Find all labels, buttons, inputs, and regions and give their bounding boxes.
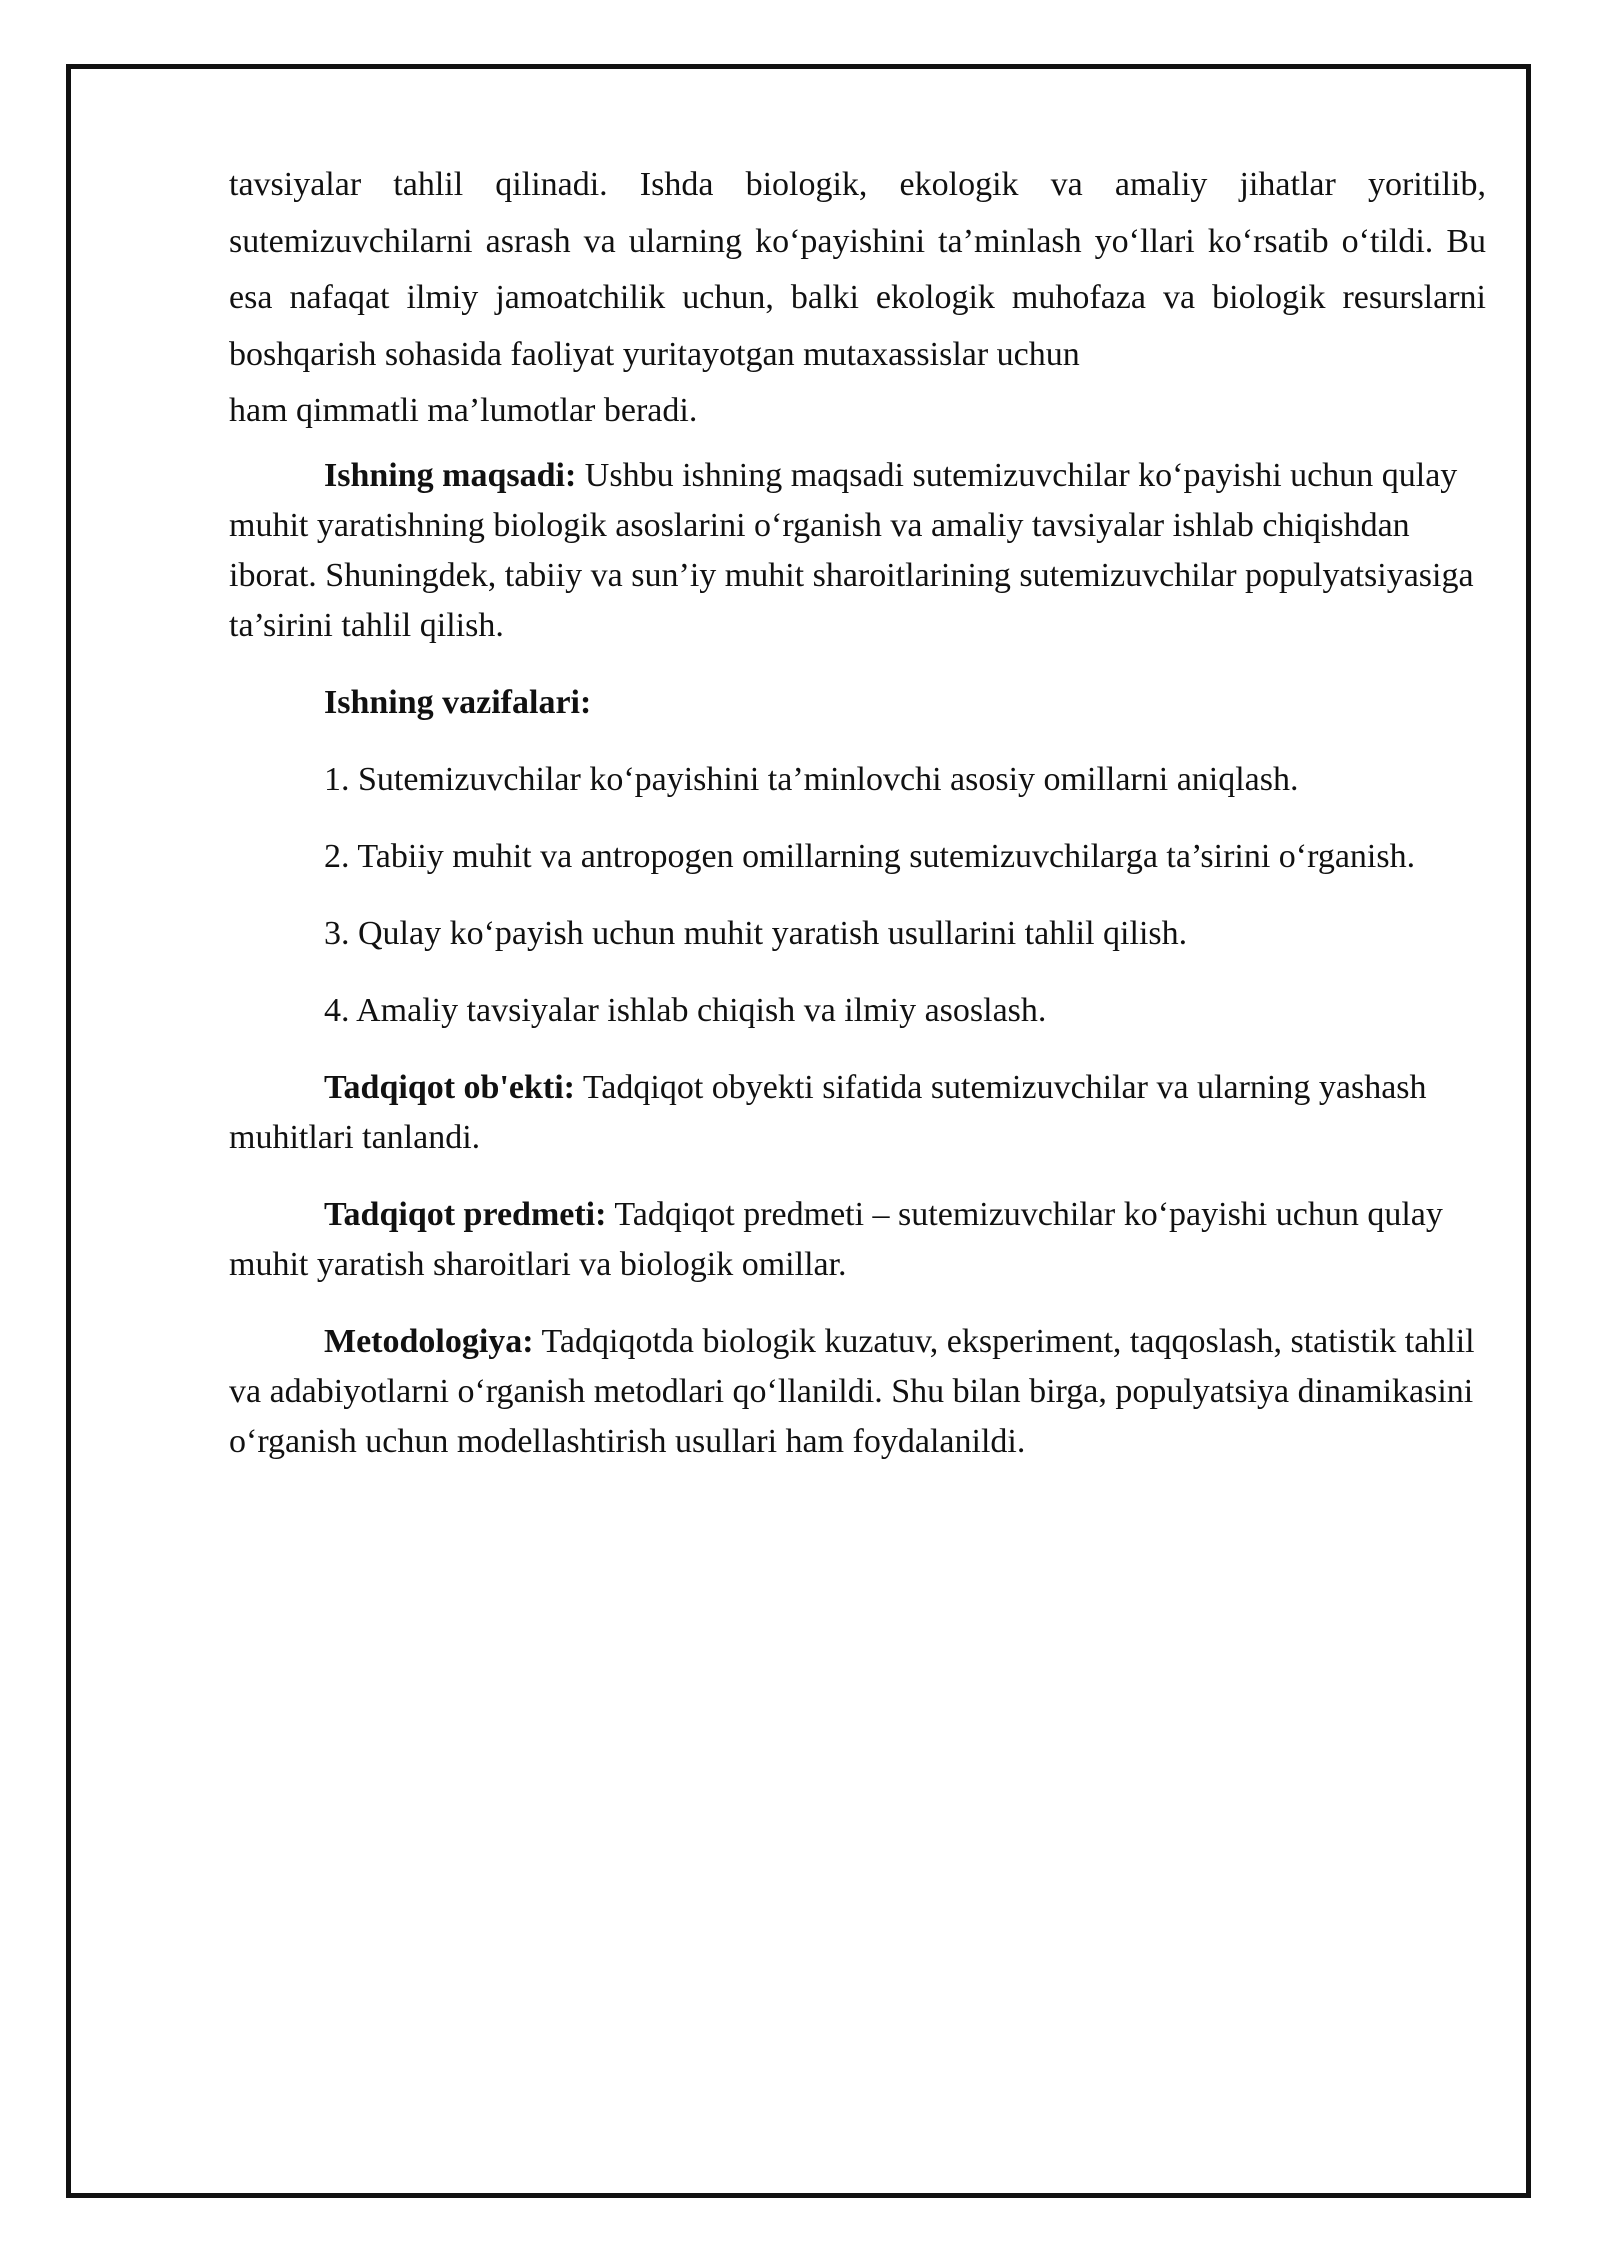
research-subject-label: Tadqiqot predmeti:: [324, 1195, 607, 1233]
tasks-label: Ishning vazifalari:: [324, 683, 592, 721]
task-item: 4. Amaliy tavsiyalar ishlab chiqish va ilmiy asoslash.: [324, 991, 1047, 1029]
research-subject-text: Tadqiqot predmeti – sutemizuvchilar ko‘payishi uchun qulay muhit yaratish sharoitlari va biologik omillar.: [229, 1195, 1443, 1283]
methodology-label: Metodologiya:: [324, 1322, 534, 1360]
methodology-text: Tadqiqotda biologik kuzatuv, eksperiment, taqqoslash, statistik tahlil va adabiyotlarni o‘rganish metodlari qo‘llanildi. Shu bilan birga, populyatsiya dinamikasini o‘rganish uchun modellashtirish usullari ham foydalanildi.: [229, 1322, 1475, 1460]
research-subject-paragraph: [229, 1190, 1486, 1290]
research-object-text: Tadqiqot obyekti sifatida sutemizuvchilar va ularning yashash muhitlari tanlandi.: [229, 1068, 1427, 1156]
goal-text: Ushbu ishning maqsadi sutemizuvchilar ko‘payishi uchun qulay muhit yaratishning biologik asoslarini o‘rganish va amaliy tavsiyalar ishlab chiqishdan iborat. Shuningdek, tabiiy va sun’iy muhit sharoitlarining sutemizuvchilar populyatsiyasiga ta’sirini tahlil qilish.: [229, 456, 1474, 644]
intro-paragraph-last-line: ham qimmatli ma’lumotlar beradi.: [229, 392, 698, 429]
goal-label: Ishning maqsadi:: [324, 456, 577, 494]
tasks-heading: [229, 678, 1486, 728]
goal-paragraph: [229, 451, 1486, 651]
task-item: 1. Sutemizuvchilar ko‘payishini ta’minlovchi asosiy omillarni aniqlash.: [324, 760, 1299, 798]
research-object-paragraph: [229, 1063, 1486, 1163]
methodology-paragraph: [229, 1317, 1486, 1467]
document-body: [229, 157, 1486, 1467]
task-item: [229, 832, 1486, 882]
research-object-label: Tadqiqot ob'ekti:: [324, 1068, 575, 1106]
intro-paragraph: tavsiyalar tahlil qilinadi. Ishda biologik, ekologik va amaliy jihatlar yoritilib, sutemizuvchilarni asrash va ularning ko‘payishini ta’minlash yo‘llari ko‘rsatib o‘tildi. Bu esa nafaqat ilmiy jamoatchilik uchun, balki ekologik muhofaza va biologik resurslarni boshqarish sohasida faoliyat yuritayotgan mutaxassislar uchun: [229, 166, 1486, 373]
task-item-text: 2. Tabiiy muhit va antropogen omillarning sutemizuvchilarga ta’sirini o‘rganish.: [324, 837, 1416, 875]
task-item: 3. Qulay ko‘payish uchun muhit yaratish usullarini tahlil qilish.: [324, 914, 1188, 952]
